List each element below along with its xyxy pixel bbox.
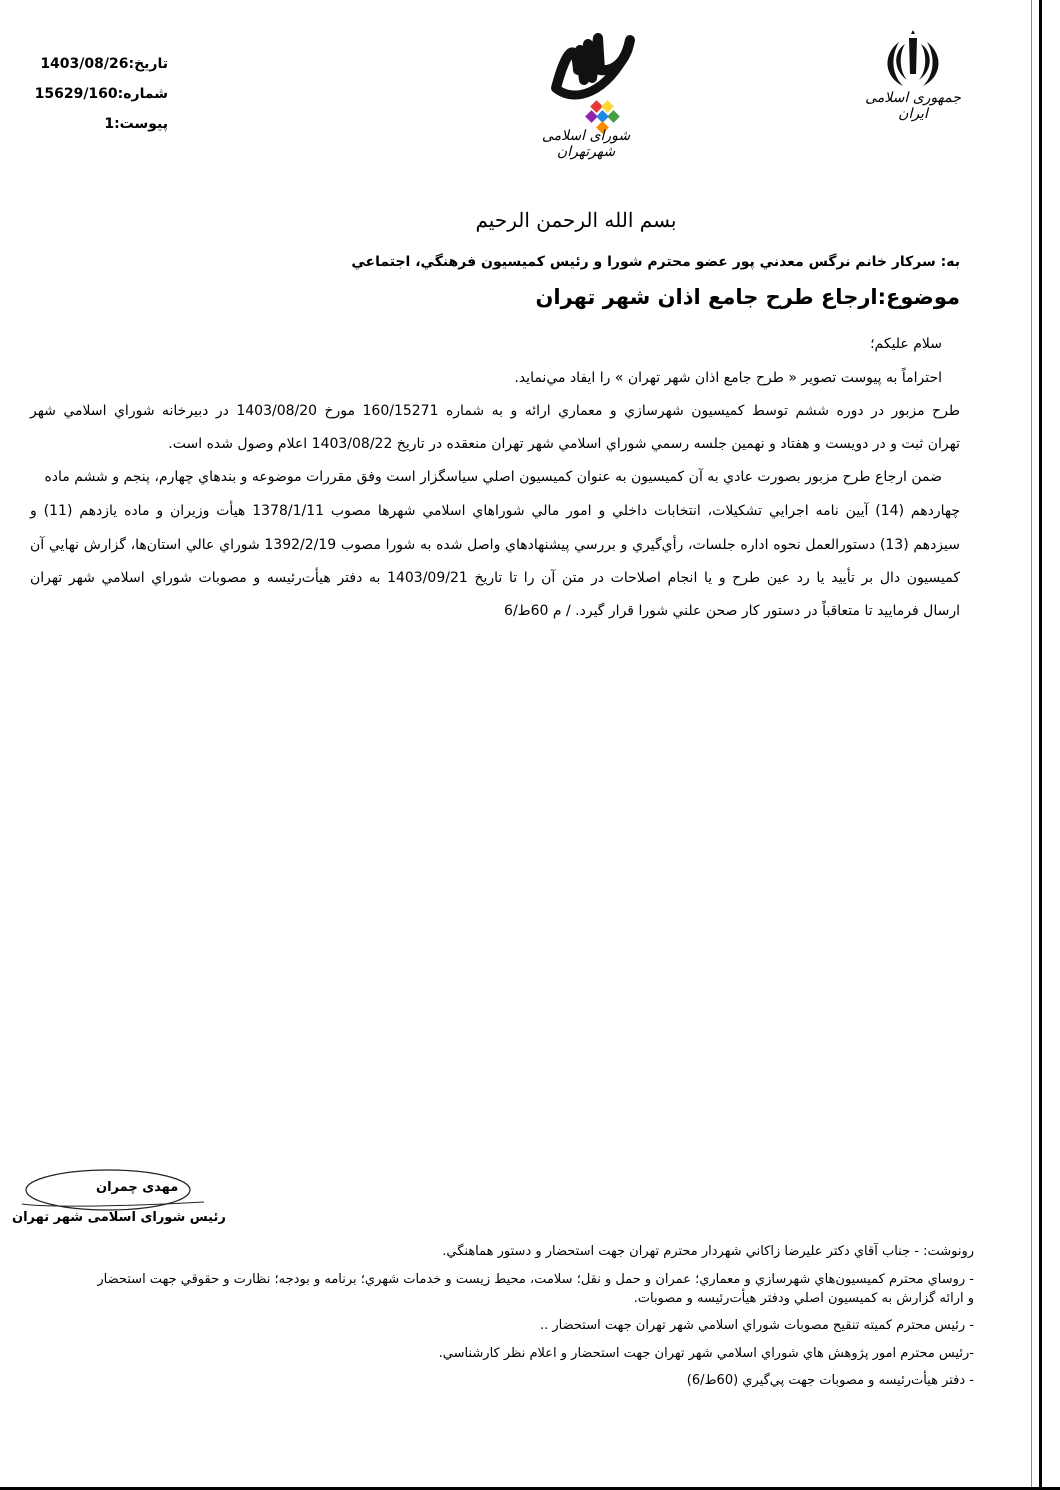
body-paragraph-3-line-4: كميسيون دال بر تأييد يا رد عين طرح و يا انجام اصلاحات در متن آن را تا تاريخ 1403/09/21 به دفتر هيأت‌رئيسه و مصوبات شوراي اسلامي شهر تهران (30, 570, 960, 586)
date-value: 1403/08/26 (40, 56, 129, 72)
date-label: تاريخ: (128, 56, 168, 72)
republic-caption: جمهوری اسلامی ایران (865, 90, 961, 122)
cc-line-4: - رئيس محترم كميته تنقيح مصوبات شوراي اسلامي شهر تهران جهت استحضار .. (539, 1318, 974, 1333)
attachment-value: 1 (104, 116, 115, 132)
body-paragraph-3-line-3: سيزدهم (13) دستورالعمل نحوه اداره جلسات، رأي‌گيري و بررسي پيشنهادهاي واصل شده به شورا مصوب 1392/2/19 شوراي عالي استان‌ها، گزارش نهايي آن (30, 537, 960, 553)
bismillah: بسم الله الرحمن الرحيم (475, 208, 677, 232)
number-value: 15629/160 (34, 86, 118, 102)
body-paragraph-3-line-5: ارسال فرماييد تا متعاقباً در دستور كار صحن علني شورا قرار گيرد. / م 60ط/6 (504, 603, 960, 619)
body-paragraph-2-line-2: تهران ثبت و در دويست و هفتاد و نهمين جلسه رسمي شوراي اسلامي شهر تهران منعقده در تاريخ 1403/08/22 اعلام وصول شده است. (168, 436, 960, 452)
iran-emblem-icon (862, 28, 964, 90)
cc-line-5: -رئيس محترم امور پژوهش هاي شوراي اسلامي شهر تهران جهت استحضار و اعلام نظر كارشناسي. (438, 1346, 974, 1361)
cc-line-1: رونوشت: - جناب آقاي دكتر عليرضا زاكاني شهردار محترم تهران جهت استحضار و دستور هماهنگي. (442, 1244, 974, 1259)
number-line (35, 87, 168, 101)
greeting: سلام عليكم؛ (870, 336, 942, 352)
page-border-right (1039, 0, 1042, 1490)
signatory-title: رئیس شورای اسلامی شهر تهران (12, 1210, 226, 1225)
recipient-line: به: سركار خانم نرگس معدني پور عضو محترم شورا و رئيس كميسيون فرهنگي، اجتماعي (351, 254, 960, 270)
cc-line-3: و ارائه گزارش به كميسيون اصلي ودفتر هيأت‌رئيسه و مصوبات. (633, 1291, 974, 1306)
number-label: شماره: (117, 86, 168, 102)
body-paragraph-2-line-1: طرح مزبور در دوره ششم توسط كميسيون شهرسازي و معماري ارائه و به شماره 160/15271 مورخ 1403/08/20 در دبيرخانه شوراي اسلامي شهر (30, 403, 960, 419)
signatory-name: مهدی چمران (96, 1180, 179, 1195)
subject-line: موضوع:ارجاع طرح جامع اذان شهر تهران (535, 285, 960, 309)
body-paragraph-3-line-2: چهاردهم (14) آيين نامه اجرايي تشكيلات، انتخابات داخلي و امور مالي شوراهاي اسلامي شهرها مصوب 1378/1/11 هيأت وزيران و ماده يازدهم (11) و (30, 503, 961, 519)
cc-line-6: - دفتر هيأت‌رئيسه و مصوبات جهت پي‌گيري (60ط/6) (686, 1373, 974, 1388)
body-line-1: احتراماً به پيوست تصوير « طرح جامع اذان شهر تهران » را ايفاد مي‌نمايد. (514, 370, 942, 386)
date-line (40, 57, 168, 71)
body-paragraph-3-line-1: ضمن ارجاع طرح مزبور بصورت عادي به آن كميسيون به عنوان كميسيون اصلي سياسگزار است وفق مقررات موضوعه و بندهاي چهارم، پنجم و ششم ماده (44, 469, 942, 485)
attachment-label: پيوست: (114, 116, 168, 132)
page-border-right-inner (1031, 0, 1032, 1490)
attachment-line (104, 117, 168, 131)
iran-emblem (862, 28, 964, 122)
council-caption: شورای اسلامی شهرتهران (541, 128, 631, 160)
tehran-council-logo (526, 30, 646, 159)
cc-line-2: - روساي محترم كميسيون‌هاي شهرسازي و معماري؛ عمران و حمل و نقل؛ سلامت، محيط زيست و خدمات شهري؛ برنامه و بودجه؛ نظارت و حقوقي جهت استحضار (97, 1272, 974, 1287)
